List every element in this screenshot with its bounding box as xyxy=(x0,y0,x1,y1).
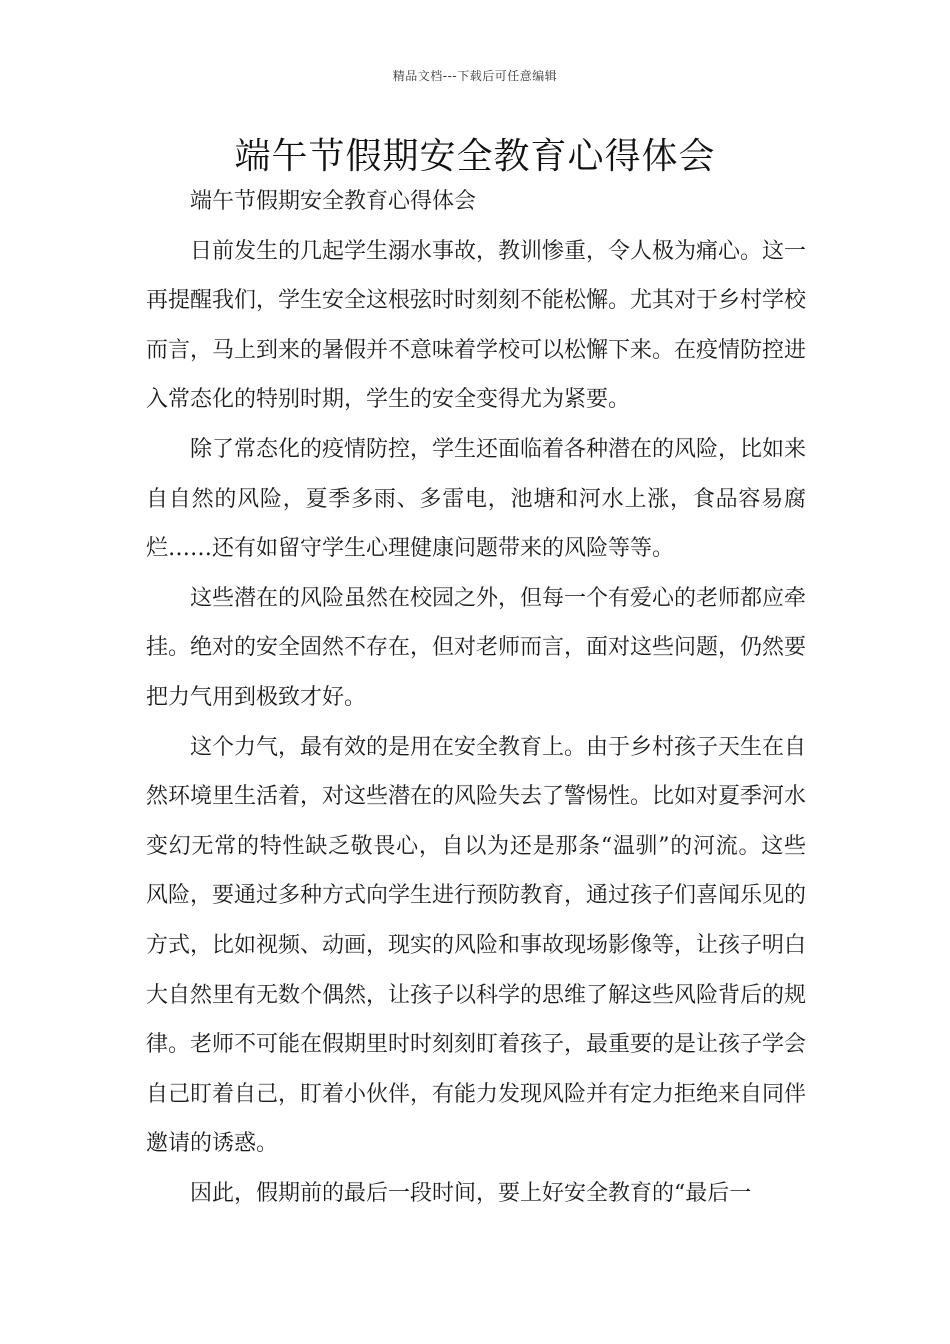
page-header: 精品文档---下载后可任意编辑 xyxy=(392,69,558,83)
body-paragraph: 这些潜在的风险虽然在校园之外，但每一个有爱心的老师都应牵挂。绝对的安全固然不存在，但对老师而言，面对这些问题，仍然要把力气用到极致才好。 xyxy=(146,585,807,710)
document-title: 端午节假期安全教育心得体会 xyxy=(234,136,716,177)
document-body xyxy=(146,177,806,1218)
body-paragraph: 日前发生的几起学生溺水事故，教训惨重，令人极为痛心。这一再提醒我们，学生安全这根弦时时刻刻不能松懈。尤其对于乡村学校而言，马上到来的暑假并不意味着学校可以松懈下来。在疫情防控进入常态化的特别时期，学生的安全变得尤为紧要。 xyxy=(146,238,807,413)
body-paragraph: 因此，假期前的最后一段时间，要上好安全教育的“最后一 xyxy=(190,1180,752,1206)
body-paragraph: 除了常态化的疫情防控，学生还面临着各种潜在的风险，比如来自自然的风险，夏季多雨、多雷电，池塘和河水上涨，食品容易腐烂……还有如留守学生心理健康问题带来的风险等等。 xyxy=(146,436,807,562)
subtitle-paragraph: 端午节假期安全教育心得体会 xyxy=(190,189,477,214)
body-paragraph: 这个力气，最有效的是用在安全教育上。由于乡村孩子天生在自然环境里生活着，对这些潜在的风险失去了警惕性。比如对夏季河水变幻无常的特性缺乏敬畏心，自以为还是那条“温驯”的河流。这些风险，要通过多种方式向学生进行预防教育，通过孩子们喜闻乐见的方式，比如视频、动画，现实的风险和事故现场影像等，让孩子明白大自然里有无数个偶然，让孩子以科学的思维了解这些风险背后的规律。老师不可能在假期里时时刻刻盯着孩子，最重要的是让孩子学会自己盯着自己，盯着小伙伴，有能力发现风险并有定力拒绝来自同伴邀请的诱惑。 xyxy=(146,734,807,1157)
